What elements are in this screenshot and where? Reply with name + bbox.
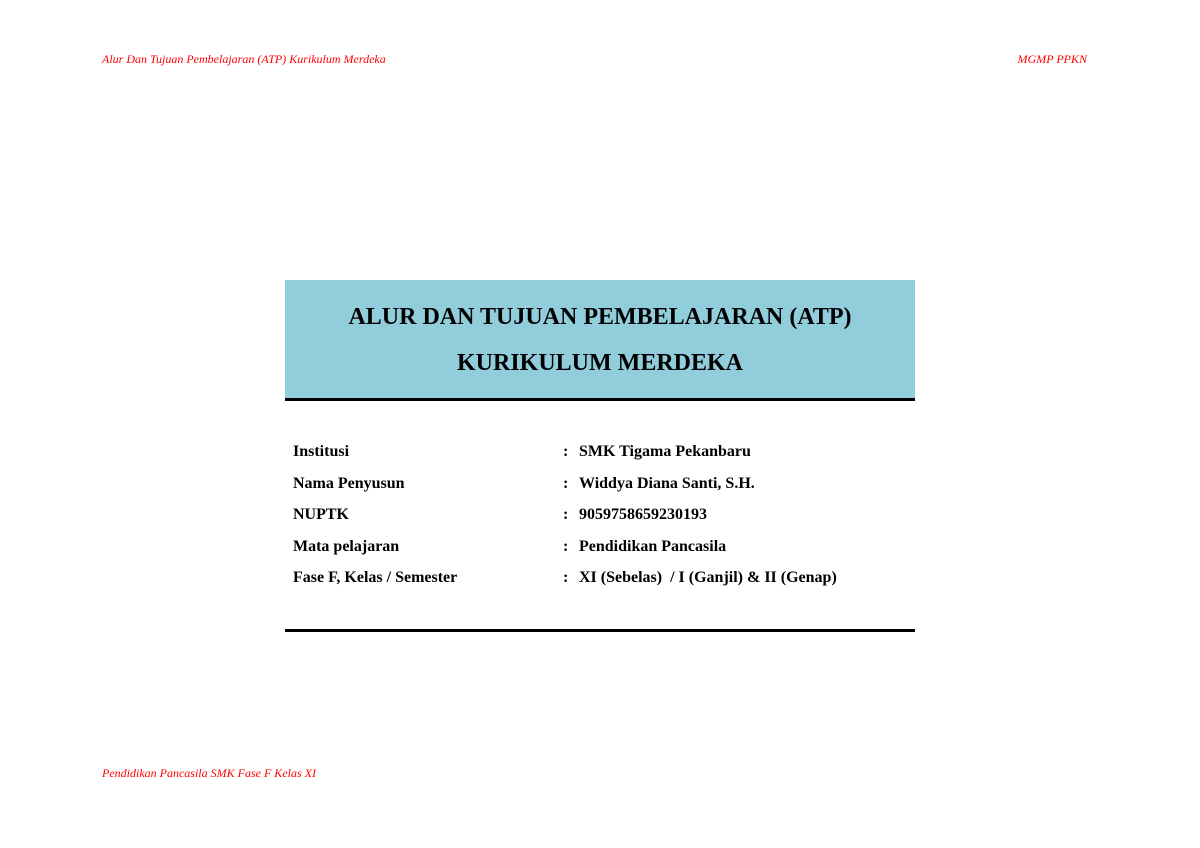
info-value: Widdya Diana Santi, S.H. — [579, 474, 755, 492]
running-header-group: MGMP PPKN — [1017, 52, 1087, 66]
info-value: 9059758659230193 — [579, 506, 707, 523]
info-separator: : — [563, 474, 569, 492]
info-label: Fase F, Kelas / Semester — [293, 569, 458, 586]
info-separator: : — [563, 537, 569, 555]
running-header-title: Alur Dan Tujuan Pembelajaran (ATP) Kurikulum Merdeka — [102, 52, 386, 66]
info-label: Nama Penyusun — [293, 474, 405, 492]
info-label: NUPTK — [293, 506, 349, 523]
running-footer: Pendidikan Pancasila SMK Fase F Kelas XI — [102, 766, 316, 780]
info-separator: : — [563, 506, 569, 523]
info-value: Pendidikan Pancasila — [579, 537, 727, 555]
info-label: Institusi — [293, 443, 350, 460]
title-banner — [285, 280, 915, 401]
info-value: XI (Sebelas) / I (Ganjil) & II (Genap) — [579, 569, 837, 586]
bottom-divider — [285, 629, 915, 632]
info-label: Mata pelajaran — [293, 537, 400, 555]
info-separator: : — [563, 443, 569, 460]
info-separator: : — [563, 569, 569, 586]
document-subtitle: KURIKULUM MERDEKA — [457, 350, 743, 376]
info-value: SMK Tigama Pekanbaru — [579, 443, 751, 460]
document-title: ALUR DAN TUJUAN PEMBELAJARAN (ATP) — [348, 304, 852, 330]
